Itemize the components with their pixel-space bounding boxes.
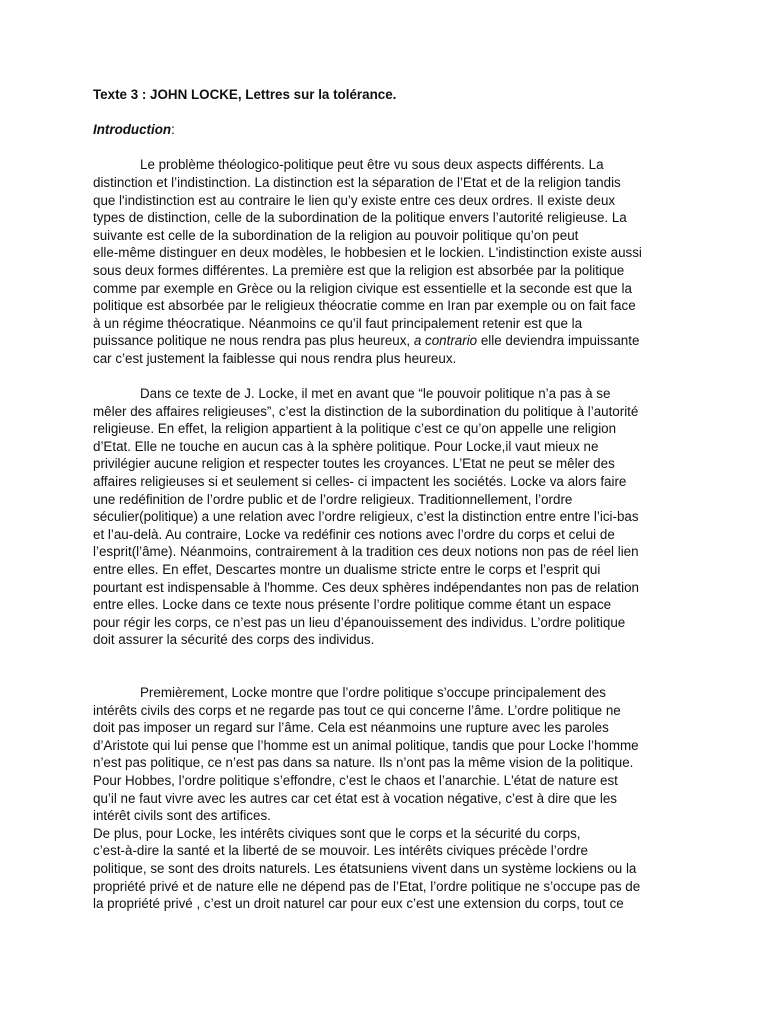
paragraph-line: Premièrement, Locke montre que l’ordre politique s’occupe principalement des bbox=[140, 685, 606, 700]
paragraph-line: et l’au-delà. Au contraire, Locke va redéfinir ces notions avec l’ordre du corps et celui de bbox=[93, 526, 615, 542]
paragraph-line: intérêt civils sont des artifices. bbox=[93, 808, 271, 824]
paragraph-line-end: elle deviendra impuissante bbox=[477, 333, 640, 349]
paragraph-line: séculier(politique) a une relation avec l’ordre religieux, c’est la distinction entre entre l’ici-bas bbox=[93, 509, 639, 525]
paragraph-line: que l'indistinction est au contraire le lien qu’y existe entre ces deux ordres. Il existe deux bbox=[93, 192, 616, 208]
paragraph-line: types de distinction, celle de la subordination de la politique envers l’autorité religieuse. La bbox=[93, 210, 627, 226]
paragraph-line: comme par exemple en Grèce ou la religion civique est essentielle et la seconde est que la bbox=[93, 280, 632, 296]
paragraph-line: Pour Hobbes, l’ordre politique s’effondre, c’est le chaos et l’anarchie. L'état de nature est bbox=[93, 772, 618, 788]
document-page bbox=[93, 86, 673, 913]
paragraph-line: car c’est justement la faiblesse qui nous rendra plus heureux. bbox=[93, 350, 457, 366]
paragraph-line: la propriété privé , c’est un droit naturel car pour eux c’est une extension du corps, tout ce bbox=[93, 896, 624, 912]
paragraph-line: l’esprit(l’âme). Néanmoins, contrairement à la tradition ces deux notions non pas de réel lien bbox=[93, 544, 639, 560]
paragraph-line: d’Aristote qui lui pense que l’homme est un animal politique, tandis que pour Locke l’homme bbox=[93, 737, 639, 753]
paragraph-line: pour régir les corps, ce n’est pas un lieu d’épanouissement des individus. L’ordre politique bbox=[93, 614, 626, 630]
paragraph-spacer bbox=[93, 368, 673, 386]
paragraph-line: entre elles. Locke dans ce texte nous présente l’ordre politique comme étant un espace bbox=[93, 597, 612, 613]
paragraph-line: d’Etat. Elle ne touche en aucun cas à la sphère politique. Pour Locke,il vaut mieux ne bbox=[93, 438, 599, 454]
paragraph-line: entre elles. En effet, Descartes montre un dualisme stricte entre le corps et l’esprit qui bbox=[93, 562, 601, 578]
paragraph-line: De plus, pour Locke, les intérêts civiques sont que le corps et la sécurité du corps, bbox=[93, 825, 581, 841]
italic-phrase: a contrario bbox=[413, 333, 478, 349]
paragraph-line: affaires religieuses si et seulement si celles- ci impactent les sociétés. Locke va alors faire bbox=[93, 474, 627, 490]
paragraph-2 bbox=[93, 385, 673, 649]
paragraph-line: c’est-à-dire la santé et la liberté de se mouvoir. Les intérêts civiques précède l’ordre bbox=[93, 843, 588, 859]
paragraph-line: propriété privé et de nature elle ne dépend pas de l’Etat, l’ordre politique ne s’occupe pas de bbox=[93, 878, 641, 894]
introduction-heading bbox=[93, 121, 673, 139]
paragraph-line: mêler des affaires religieuses”, c’est la distinction de la subordination du politique à l’autorité bbox=[93, 403, 639, 419]
paragraph-line: sous deux formes différentes. La première est que la religion est absorbée par la politique bbox=[93, 262, 625, 278]
paragraph-line: religieuse. En effet, la religion appartient à la politique c’est ce qu’on appelle une religion bbox=[93, 421, 617, 437]
paragraph-line: distinction et l’indistinction. La distinction est la séparation de l’Etat et de la religion tandis bbox=[93, 174, 621, 190]
paragraph-line: politique est absorbée par le religieux théocratie comme en Iran par exemple ou on fait face bbox=[93, 298, 636, 314]
paragraph-spacer bbox=[93, 649, 673, 684]
paragraph-line: doit pas imposer un regard sur l’âme. Cela est néanmoins une rupture avec les paroles bbox=[93, 720, 609, 736]
paragraph-line: intérêts civils des corps et ne regarde pas tout ce qui concerne l’âme. L’ordre politique ne bbox=[93, 702, 621, 718]
paragraph-line bbox=[93, 332, 673, 350]
paragraph-line: pourtant est indispensable à l'homme. Ces deux sphères indépendantes non pas de relation bbox=[93, 579, 639, 595]
paragraph-3 bbox=[93, 684, 673, 825]
paragraph-line: à un régime théocratique. Néanmoins ce qu’il faut principalement retenir est que la bbox=[93, 315, 583, 331]
paragraph-line: elle-même distinguer en deux modèles, le hobbesien et le lockien. L'indistinction existe aussi bbox=[93, 245, 642, 261]
paragraph-line: Le problème théologico-politique peut être vu sous deux aspects différents. La bbox=[140, 157, 604, 173]
document-title: Texte 3 : JOHN LOCKE, Lettres sur la tolérance. bbox=[93, 87, 397, 102]
paragraph-1 bbox=[93, 156, 673, 367]
paragraph-line-start: puissance politique ne nous rendra pas plus heureux, bbox=[93, 333, 414, 349]
paragraph-line: suivante est celle de la subordination de la religion au pouvoir politique qu’on peut bbox=[93, 227, 579, 243]
paragraph-line: politique, se sont des droits naturels. Les étatsuniens vivent dans un système lockiens ou la bbox=[93, 860, 637, 876]
paragraph-line: qu’il ne faut vivre avec les autres car cet état est à vocation négative, c’est à dire que les bbox=[93, 790, 618, 806]
introduction-heading-text: Introduction bbox=[93, 122, 172, 138]
paragraph-line: une redéfinition de l’ordre public et de l’ordre religieux. Traditionnellement, l’ordre bbox=[93, 491, 573, 507]
paragraph-line: privilégier aucune religion et respecter toutes les croyances. L’Etat ne peut se mêler des bbox=[93, 456, 615, 472]
introduction-heading-colon: : bbox=[171, 122, 175, 138]
paragraph-line: n’est pas politique, ce n’est pas dans sa nature. Ils n’ont pas la même vision de la politique. bbox=[93, 755, 634, 771]
paragraph-4 bbox=[93, 825, 673, 913]
paragraph-line: doit assurer la sécurité des corps des individus. bbox=[93, 632, 375, 648]
paragraph-line: Dans ce texte de J. Locke, il met en avant que “le pouvoir politique n’a pas à se bbox=[140, 386, 611, 402]
